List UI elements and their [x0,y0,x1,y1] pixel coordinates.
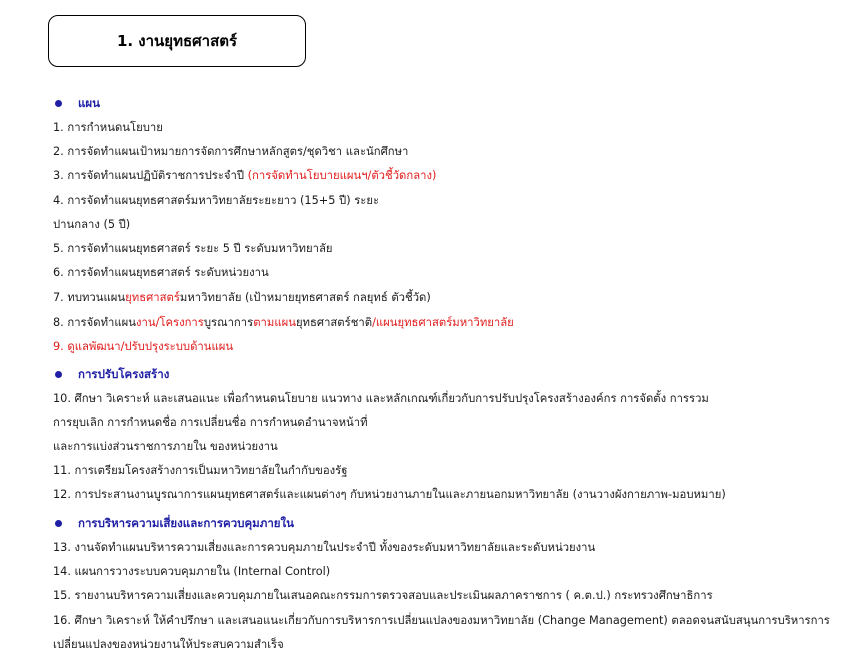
list-item-continuation: การยุบเลิก การกำหนดชื่อ การเปลี่ยนชื่อ การกำหนดอำนาจหน้าที่ [53,416,368,429]
item-text-highlight: งาน/โครงการ [136,316,204,329]
list-item: 12. การประสานงานบูรณาการแผนยุทธศาสตร์และแผนต่างๆ กับหน่วยงานภายในและภายนอกมหาวิทยาลัย (งานวางผังกายภาพ-มอบหมาย) [53,488,726,501]
list-item: 13. งานจัดทำแผนบริหารความเสี่ยงและการควบคุมภายในประจำปี ทั้งของระดับมหาวิทยาลัยและระดับหน่วยงาน [53,541,596,554]
bullet-icon [55,100,62,107]
list-item: 14. แผนการวางระบบควบคุมภายใน (Internal Control) [53,565,331,578]
list-item-continuation: และการแบ่งส่วนราชการภายใน ของหน่วยงาน [53,440,278,453]
item-text: 7. ทบทวนแผน [53,291,126,304]
item-text: มหาวิทยาลัย (เป้าหมายยุทธศาสตร์ กลยุทธ์ ตัวชี้วัด) [179,291,431,304]
item-text: บูรณาการ [203,316,254,329]
list-item: 9. ดูแลพัฒนา/ปรับปรุงระบบด้านแผน [53,340,234,353]
list-item-continuation: ปานกลาง (5 ปี) [53,218,131,231]
page-title: 1. งานยุทธศาสตร์ [48,15,306,67]
section-heading-restructure [53,367,169,381]
item-text: 3. การจัดทำแผนปฏิบัติราชการประจำปี [53,169,248,182]
list-item [53,291,431,305]
list-item: 5. การจัดทำแผนยุทธศาสตร์ ระยะ 5 ปี ระดับมหาวิทยาลัย [53,242,333,255]
section-heading-risk [53,516,294,530]
bullet-icon [55,520,62,527]
item-text: ยุทธศาสตร์ชาติ [295,316,373,329]
list-item: 15. รายงานบริหารความเสี่ยงและควบคุมภายในเสนอคณะกรรมการตรวจสอบและประเมินผลภาคราชการ ( ค.ต.ป.) กระทรวงศึกษาธิการ [53,589,713,602]
item-text-highlight: /แผนยุทธศาสตร์มหาวิทยาลัย [372,316,514,329]
list-item: 6. การจัดทำแผนยุทธศาสตร์ ระดับหน่วยงาน [53,266,269,279]
bullet-icon [55,371,62,378]
section-heading-plan [53,96,100,110]
list-item [53,316,514,330]
list-item: 4. การจัดทำแผนยุทธศาสตร์มหาวิทยาลัยระยะยาว (15+5 ปี) ระยะ [53,194,380,207]
heading-text: การปรับโครงสร้าง [78,367,170,381]
item-text: 8. การจัดทำแผน [53,316,136,329]
list-item: 10. ศึกษา วิเคราะห์ และเสนอแนะ เพื่อกำหนดนโยบาย แนวทาง และหลักเกณฑ์เกี่ยวกับการปรับปรุงโครงสร้างองค์กร การจัดตั้ง การรวม [53,392,709,405]
item-text-highlight: ตามแผน [253,316,296,329]
heading-text: การบริหารความเสี่ยงและการควบคุมภายใน [78,516,294,530]
list-item [53,169,436,183]
heading-text: แผน [78,96,101,110]
list-item: 1. การกำหนดนโยบาย [53,121,163,134]
list-item-continuation: เปลี่ยนแปลงของหน่วยงานให้ประสบความสำเร็จ [53,638,284,651]
list-item: 16. ศึกษา วิเคราะห์ ให้คำปรึกษา และเสนอแนะเกี่ยวกับการบริหารการเปลี่ยนแปลงของมหาวิทยาลัย (Change Management) ตลอดจนสนับสนุนการบริหารการ [53,614,830,627]
list-item: 2. การจัดทำแผนเป้าหมายการจัดการศึกษาหลักสูตร/ชุดวิชา และนักศึกษา [53,145,409,158]
list-item: 11. การเตรียมโครงสร้างการเป็นมหาวิทยาลัยในกำกับของรัฐ [53,464,348,477]
item-text-highlight: ยุทธศาสตร์ [125,291,180,304]
item-text-highlight: (การจัดทำนโยบายแผนฯ/ตัวชี้วัดกลาง) [247,169,437,182]
